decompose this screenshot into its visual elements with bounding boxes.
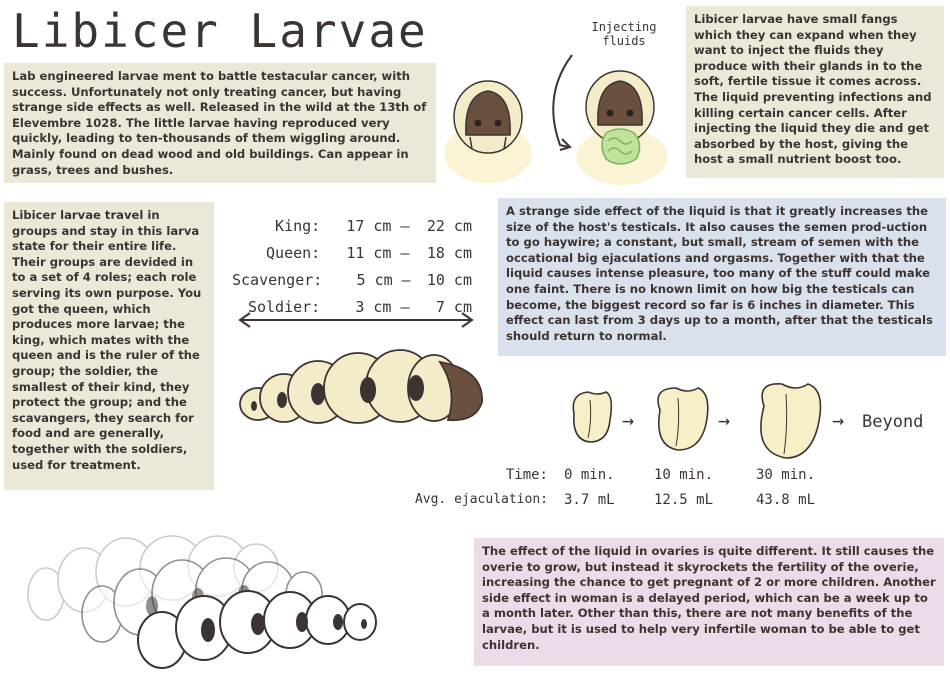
size-max: 7 cm	[435, 297, 472, 316]
injecting-label: Injecting fluids	[591, 20, 657, 48]
ejaculation-value: 43.8 mL	[756, 492, 816, 508]
intro-text: Lab engineered larvae ment to battle testacular cancer, with success. Unfortunately not only treating cancer, but having strange side effects as well. Released in the wild at the 13th of Elevembre 1028. The little larvae having reproduced very quickly, leading to ten-thousands of them wiggling around. Mainly found on dead wood and old buildings. Can appear in grass, trees and bushes.	[4, 63, 436, 183]
time-value: 0 min.	[564, 467, 615, 483]
beyond-label: Beyond	[862, 412, 924, 432]
size-dash: –	[400, 216, 410, 235]
growth-illustration	[560, 380, 850, 460]
time-value: 30 min.	[756, 467, 816, 483]
side-effect-text: A strange side effect of the liquid is that it greatly increases the size of the host's testicals. It also causes the semen prod-uction to go haywire; a constant, but small, stream of semen with the occational big ejaculations and orgasms. Together with that the liquid causes intense pleasure, too many of the stuff could make one faint. There is no known limit on how big the testicals can become, the biggest record so far is 6 inches in diameter. This effect can last from 3 days up to a month, after that the testicals should return to normal.	[498, 198, 946, 356]
size-role: Soldier:	[247, 297, 321, 316]
size-row	[232, 239, 472, 266]
arrow-icon: →	[832, 408, 845, 432]
size-role: Scavenger:	[232, 270, 323, 289]
ejaculation-value: 12.5 mL	[654, 492, 714, 508]
larva-head-illustration	[440, 45, 680, 185]
size-row	[232, 266, 472, 293]
size-min: 3 cm	[355, 297, 392, 316]
size-row	[232, 212, 472, 239]
groups-text: Libicer larvae travel in groups and stay in this larva state for their entire life. Their groups are devided in to a set of 4 roles; each role serving its own purpose. You got the queen, which produces more larvae; the king, which mates with the queen and is the ruler of the group; the soldier, the smallest of their kind, they protect the group; and the scavangers, they search for food and are generally, together with the soldiers, used for treatment.	[4, 202, 214, 490]
size-min: 17 cm	[346, 216, 392, 235]
size-min: 11 cm	[346, 243, 392, 262]
ejaculation-value: 3.7 mL	[564, 492, 615, 508]
size-max: 18 cm	[426, 243, 472, 262]
size-dash: –	[400, 297, 410, 316]
time-value: 10 min.	[654, 467, 714, 483]
size-role: Queen:	[266, 243, 321, 262]
larvae-group-illustration	[22, 532, 392, 672]
ovaries-text: The effect of the liquid in ovaries is quite different. It still causes the overie to grow, but instead it skyrockets the fertility of the overie, increasing the chance to get pregnant of 2 or more children. Another side effect in woman is a delayed period, which can be a week up to a month later. Other than this, there are not many benefits of the larvae, but it is used to help very infertile woman to be able to get children.	[474, 538, 944, 666]
size-max: 22 cm	[426, 216, 472, 235]
ejaculation-label: Avg. ejaculation:	[414, 492, 548, 507]
size-min: 5 cm	[356, 270, 393, 289]
arrow-icon: →	[622, 408, 635, 432]
time-label: Time:	[505, 467, 548, 483]
larva-illustration	[236, 340, 486, 430]
size-max: 10 cm	[426, 270, 472, 289]
fangs-text: Libicer larvae have small fangs which they can expand when they want to inject the fluids they produce with their glands in to the soft, fertile tissue it comes across. The liquid preventing infections and killing certain cancer cells. After injecting the liquid they die and get absorbed by the host, giving the host a small nutrient boost too.	[686, 6, 944, 178]
size-dash: –	[401, 270, 411, 289]
size-table	[232, 212, 472, 320]
size-dash: –	[400, 243, 410, 262]
size-role: King:	[275, 216, 321, 235]
page-title: Libicer Larvae	[12, 4, 428, 58]
arrow-icon: →	[718, 408, 731, 432]
size-arrow-icon	[236, 312, 476, 328]
